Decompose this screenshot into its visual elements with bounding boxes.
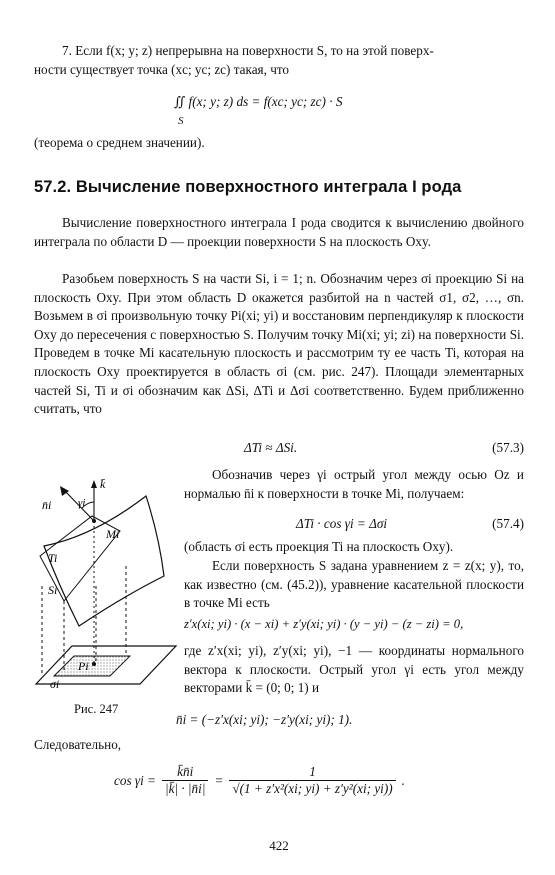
fraction-1 [162, 764, 209, 797]
paragraph-5: Если поверхность S задана уравнением z = z(x; y), то, как известно (см. (45.2)), уравнение касательной плоскости в точке Mi есть [184, 558, 524, 611]
mean-value-formula: ∬ f(x; y; z) ds = f(xc; yc; zc) · S [174, 94, 343, 109]
tangent-plane-equation: z′x(xi; yi) · (x − xi) + z′y(xi; yi) · (y − yi) − (z − zi) = 0, [184, 617, 464, 631]
fraction-1-num: k̄n̄i [162, 764, 209, 781]
cos-gamma-formula [114, 764, 405, 797]
sigma-region [54, 656, 130, 676]
label-p: Pi [78, 659, 89, 673]
paragraph-1: Вычисление поверхностного интеграла I рода сводится к вычислению двойного интеграла по области D — проекции поверхности S на плоскость Oxy. [34, 215, 524, 249]
point-m [92, 519, 96, 523]
label-n: n̄i [42, 498, 52, 512]
label-sigma: σi [50, 677, 60, 691]
paragraph-3: Обозначив через γi острый угол между осью Oz и нормалью n̄i к поверхности в точке Mi, получаем: [184, 467, 524, 501]
equation-57-3: ΔTi ≈ ΔSi. [244, 440, 298, 455]
surface-s [44, 496, 164, 626]
cos-end: . [401, 772, 405, 788]
fraction-1-den: |k̄| · |n̄i| [164, 781, 206, 796]
label-t: Ti [48, 551, 58, 565]
equation-57-4: ΔTi · cos γi = Δσi [296, 516, 388, 531]
section-title: 57.2. Вычисление поверхностного интеграла I рода [34, 178, 462, 196]
figure-247 [34, 476, 179, 696]
label-s: Si [48, 583, 58, 597]
item7-after: (теорема о среднем значении). [34, 135, 205, 150]
fraction-2-num: 1 [229, 764, 395, 781]
item7-line1: 7. Если f(x; y; z) непрерывна на поверхности S, то на этой поверх- [62, 43, 434, 58]
consequently: Следовательно, [34, 737, 122, 752]
item7-line2: ности существует точка (xc; yc; zc) такая, что [34, 62, 290, 77]
label-m: Mi [106, 527, 120, 541]
paragraph-2: Разобьем поверхность S на части Si, i = 1; n. Обозначим через σi проекцию Si на плоскость Oxy. При этом область D окажется разбитой на n частей σ1, σ2, …, σn. Возьмем в σi произвольную точку Pi(xi; yi) и восстановим перпендикуляр к плоскости Oxy до пересечения с поверхностью S. Получим точку Mi(xi; yi; zi) на поверхности Si. Проведем в точке Mi касательную плоскость и рассмотрим ту ее часть Ti, которая на плоскость Oxy проектируется в область σi (см. рис. 247). Площади элементарных частей Si, Ti и σi обозначим как ΔSi, ΔTi и Δσi соответственно. Будем приближенно считать, что [34, 271, 524, 417]
figure-247-drawing [34, 476, 179, 696]
figure-caption: Рис. 247 [74, 702, 119, 716]
paragraph-4: (область σi есть проекция Ti на плоскость Oxy). [184, 539, 454, 554]
fraction-2-den: √(1 + z′x²(xi; yi) + z′y²(xi; yi)) [232, 781, 393, 796]
point-p [92, 662, 96, 666]
label-gamma: γi [78, 497, 86, 509]
page-number: 422 [269, 838, 289, 853]
normal-vector-equation: n̄i = (−z′x(xi; yi); −z′y(xi; yi); 1). [176, 712, 353, 727]
cos-equals: = [214, 772, 224, 788]
mean-value-formula-sub: S [178, 115, 184, 127]
paragraph-6: где z′x(xi; yi), z′y(xi; yi), −1 — координаты нормального вектора к плоскости. Острый угол γi есть угол между векторами k̄ = (0; 0; 1) и [184, 643, 524, 696]
equation-57-4-number: (57.4) [492, 516, 524, 531]
label-k: k̄ [100, 477, 106, 491]
page [34, 0, 524, 875]
fraction-2 [229, 764, 395, 797]
cos-lhs: cos γi = [114, 772, 156, 788]
k-arrowhead [91, 480, 97, 488]
equation-57-3-number: (57.3) [492, 440, 524, 455]
